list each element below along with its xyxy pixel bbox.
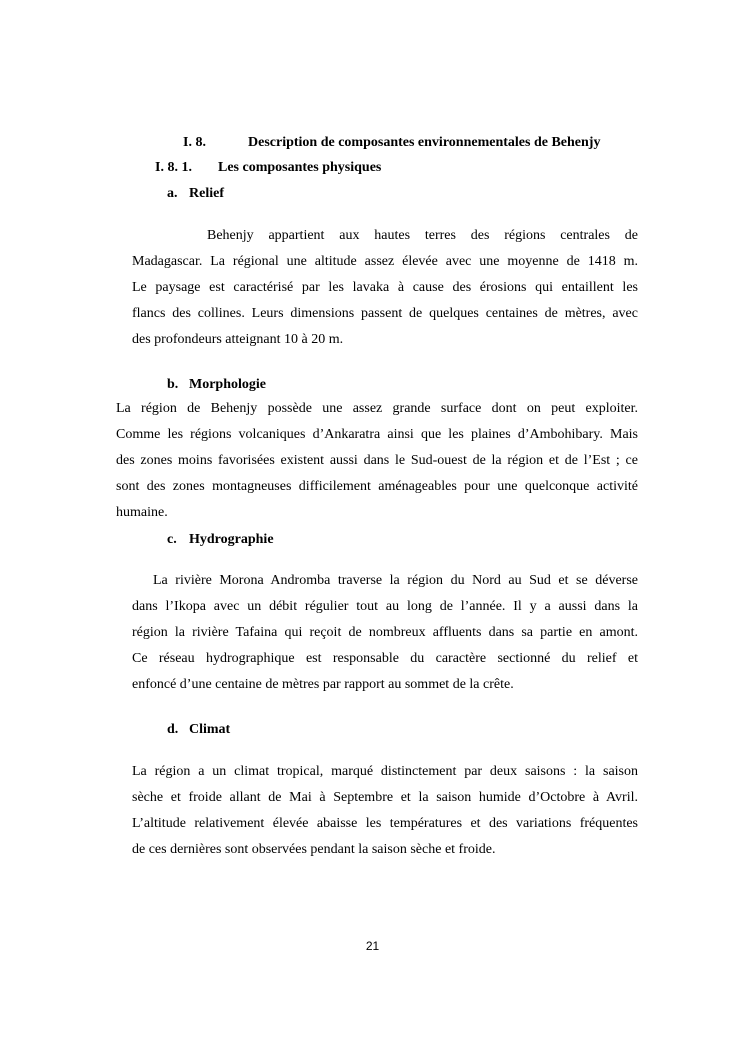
paragraph-line: Behenjy appartient aux hautes terres des régions centrales de — [207, 228, 638, 243]
paragraph-line: dans l’Ikopa avec un débit régulier tout au long de l’année. Il y a aussi dans la — [132, 599, 638, 614]
paragraph-line: enfoncé d’une centaine de mètres par rapport au sommet de la crête. — [132, 677, 514, 692]
paragraph-line: sont des zones montagneuses difficilement aménageables pour une quelconque activité — [116, 479, 638, 494]
hydrographie-paragraph — [132, 568, 638, 698]
paragraph-line: sèche et froide allant de Mai à Septembre et la saison humide d’Octobre à Avril. — [132, 790, 638, 805]
paragraph-line: des zones moins favorisées existent aussi dans le Sud-ouest de la région et de l’Est ; ce — [116, 453, 638, 468]
page-number: 21 — [365, 939, 380, 953]
paragraph-line: de ces dernières sont observées pendant la saison sèche et froide. — [132, 842, 496, 857]
heading-main-number: I. 8. — [183, 135, 206, 150]
paragraph-line: flancs des collines. Leurs dimensions passent de quelques centaines de mètres, avec — [132, 306, 638, 321]
section-hydrographie-heading: Hydrographie — [189, 532, 274, 547]
climat-paragraph — [132, 759, 638, 863]
paragraph-line: La région de Behenjy possède une assez grande surface dont on peut exploiter. — [116, 401, 638, 416]
section-climat-heading: Climat — [189, 722, 231, 737]
paragraph-line: L’altitude relativement élevée abaisse les températures et des variations fréquentes — [132, 816, 638, 831]
section-relief-heading: Relief — [189, 186, 224, 201]
section-morphologie-letter: b. — [167, 377, 179, 392]
paragraph-line: Madagascar. La régional une altitude assez élevée avec une moyenne de 1418 m. — [132, 254, 638, 269]
paragraph-line: La rivière Morona Andromba traverse la région du Nord au Sud et se déverse — [153, 573, 638, 588]
subheading-number: I. 8. 1. — [155, 160, 192, 175]
paragraph-line: humaine. — [116, 505, 168, 520]
morphologie-paragraph — [116, 396, 638, 526]
section-climat-letter: d. — [167, 722, 179, 737]
paragraph-line: Comme les régions volcaniques d’Ankaratra ainsi que les plaines d’Ambohibary. Mais — [116, 427, 638, 442]
section-morphologie-heading: Morphologie — [189, 377, 266, 392]
paragraph-line: région la rivière Tafaina qui reçoit de nombreux affluents dans sa partie en amont. — [132, 625, 638, 640]
paragraph-line: Ce réseau hydrographique est responsable du caractère sectionné du relief et — [132, 651, 638, 666]
paragraph-line: des profondeurs atteignant 10 à 20 m. — [132, 332, 344, 347]
section-hydrographie-letter: c. — [167, 532, 177, 547]
paragraph-line: La région a un climat tropical, marqué distinctement par deux saisons : la saison — [132, 764, 638, 779]
heading-main-title: Description de composantes environnementales de Behenjy — [248, 135, 601, 150]
section-relief-letter: a. — [167, 186, 178, 201]
paragraph-line: Le paysage est caractérisé par les lavaka à cause des érosions qui entaillent les — [132, 280, 638, 295]
relief-paragraph — [132, 223, 638, 353]
subheading-title: Les composantes physiques — [218, 160, 382, 175]
